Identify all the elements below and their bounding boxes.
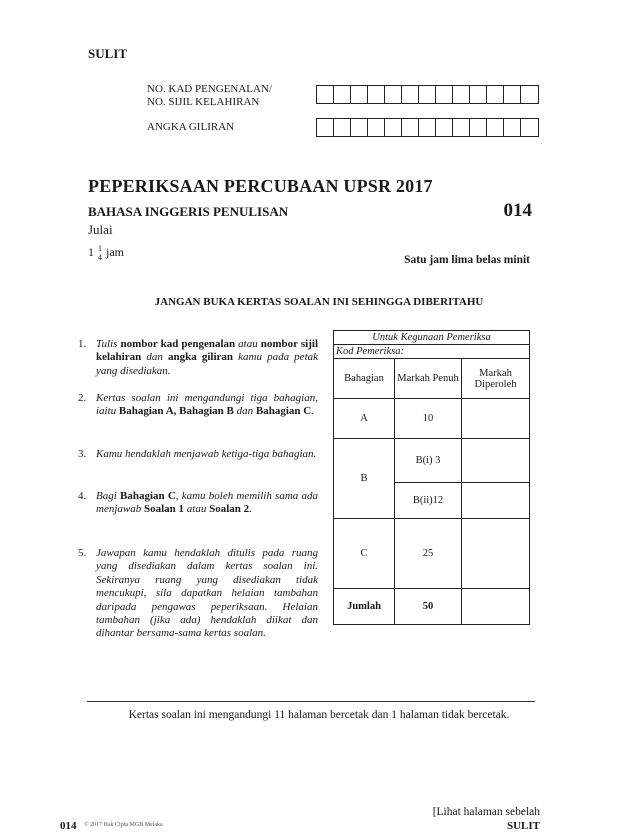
full-marks-cell: B(ii)12 bbox=[395, 483, 462, 519]
exam-title: PEPERIKSAAN PERCUBAAN UPSR 2017 bbox=[88, 176, 433, 196]
digit-box[interactable] bbox=[419, 119, 436, 136]
page-count-note: Kertas soalan ini mengandungi 11 halaman bercetak dan 1 halaman tidak bercetak. bbox=[128, 709, 510, 721]
turn-number-boxes[interactable] bbox=[316, 118, 539, 137]
marks-obtained-cell[interactable] bbox=[462, 519, 530, 589]
digit-box[interactable] bbox=[334, 86, 351, 103]
instruction-segment: atau bbox=[186, 503, 210, 516]
instruction-emphasis: Bahagian C bbox=[255, 405, 312, 418]
digit-box[interactable] bbox=[487, 86, 504, 103]
instruction-number: 1. bbox=[78, 338, 87, 350]
digit-box[interactable] bbox=[351, 86, 368, 103]
instruction-segment: , kamu boleh memilih sama ada menjawab bbox=[96, 490, 318, 516]
footer-copyright: © 2017 Hak Cipta MGB Melaka bbox=[84, 822, 163, 828]
classification-footer: SULIT bbox=[506, 820, 540, 832]
instruction-emphasis: nombor sijil kelahiran bbox=[96, 338, 318, 364]
ic-label-line2: NO. SIJIL KELAHIRAN bbox=[147, 96, 260, 108]
duration-fraction bbox=[88, 244, 124, 262]
exam-month: Julai bbox=[88, 222, 113, 237]
digit-box[interactable] bbox=[402, 86, 419, 103]
instruction-item bbox=[78, 392, 318, 419]
instruction-emphasis: angka giliran bbox=[167, 351, 239, 364]
instruction-segment: Jawapan kamu hendaklah ditulis pada ruang yang disediakan dalam kertas soalan ini. Sekiranya ruang yang disediakan tidak mencukupi, sila dapatkan helaian tambahan daripada pengawas peperiksaan. Helaian tambahan (jika ada) hendaklah diikat dan dihantar bersama-sama kertas soalan. bbox=[96, 547, 318, 640]
duration-unit: jam bbox=[106, 244, 124, 259]
instruction-text bbox=[96, 448, 318, 461]
next-page-note: [Lihat halaman sebelah bbox=[432, 806, 540, 818]
classification-header: SULIT bbox=[88, 46, 128, 61]
total-label: Jumlah bbox=[334, 589, 395, 625]
instruction-number: 5. bbox=[78, 547, 87, 559]
instruction-text bbox=[96, 392, 318, 419]
instruction-emphasis: nombor kad pengenalan bbox=[120, 338, 239, 350]
instruction-text bbox=[96, 338, 318, 378]
digit-box[interactable] bbox=[453, 119, 470, 136]
instruction-segment: kamu pada petak yang disediakan. bbox=[96, 351, 319, 377]
ic-label-line1: NO. KAD PENGENALAN/ bbox=[147, 83, 272, 95]
duration-whole: 1 bbox=[88, 244, 94, 259]
instruction-emphasis: Bahagian A, Bahagian B bbox=[118, 405, 237, 418]
instruction-segment: atau bbox=[238, 338, 261, 350]
full-marks-cell: 10 bbox=[395, 399, 462, 439]
marks-obtained-cell[interactable] bbox=[462, 483, 530, 519]
paper-code: 014 bbox=[503, 200, 532, 221]
duration-numerator: 1 bbox=[98, 244, 102, 253]
digit-box[interactable] bbox=[368, 119, 385, 136]
full-marks-cell: B(i) 3 bbox=[395, 439, 462, 483]
total-full-marks: 50 bbox=[395, 589, 462, 625]
section-cell: A bbox=[334, 399, 395, 439]
instruction-emphasis: Soalan 1 bbox=[143, 503, 187, 516]
digit-box[interactable] bbox=[436, 119, 453, 136]
examiner-table bbox=[333, 330, 530, 625]
instruction-segment: Bagi bbox=[96, 490, 120, 502]
duration-text: Satu jam lima belas minit bbox=[404, 254, 530, 266]
total-marks-obtained-cell[interactable] bbox=[462, 589, 530, 625]
digit-box[interactable] bbox=[521, 119, 538, 136]
marks-obtained-cell[interactable] bbox=[462, 439, 530, 483]
instruction-segment: dan bbox=[146, 351, 168, 364]
digit-box[interactable] bbox=[487, 119, 504, 136]
instruction-number: 4. bbox=[78, 490, 87, 502]
instruction-segment: Kamu hendaklah menjawab ketiga-tiga bahagian. bbox=[96, 448, 317, 460]
digit-box[interactable] bbox=[317, 86, 334, 103]
digit-box[interactable] bbox=[419, 86, 436, 103]
digit-box[interactable] bbox=[436, 86, 453, 103]
instruction-text bbox=[96, 490, 318, 517]
digit-box[interactable] bbox=[351, 119, 368, 136]
instruction-segment: . bbox=[249, 503, 252, 516]
col-header-full-marks: Markah Penuh bbox=[395, 359, 462, 399]
digit-box[interactable] bbox=[470, 86, 487, 103]
digit-box[interactable] bbox=[470, 119, 487, 136]
full-marks-cell: 25 bbox=[395, 519, 462, 589]
instruction-item bbox=[78, 547, 318, 641]
footer-divider bbox=[87, 701, 535, 702]
marks-obtained-cell[interactable] bbox=[462, 399, 530, 439]
digit-box[interactable] bbox=[368, 86, 385, 103]
instruction-number: 2. bbox=[78, 392, 87, 404]
warning-notice: JANGAN BUKA KERTAS SOALAN INI SEHINGGA DIBERITAHU bbox=[154, 296, 484, 308]
digit-box[interactable] bbox=[385, 119, 402, 136]
instruction-segment: Kertas soalan ini mengandungi tiga bahagian, iaitu bbox=[96, 392, 318, 418]
col-header-section: Bahagian bbox=[334, 359, 395, 399]
digit-box[interactable] bbox=[385, 86, 402, 103]
section-cell: C bbox=[334, 519, 395, 589]
instruction-segment: Tulis bbox=[96, 338, 121, 350]
examiner-code-label: Kod Pemeriksa: bbox=[334, 345, 530, 359]
digit-box[interactable] bbox=[504, 119, 521, 136]
instruction-emphasis: Bahagian C bbox=[119, 490, 176, 502]
digit-box[interactable] bbox=[504, 86, 521, 103]
exam-subject: BAHASA INGGERIS PENULISAN bbox=[88, 204, 289, 219]
examiner-table-title: Untuk Kegunaan Pemeriksa bbox=[334, 331, 530, 345]
instruction-item bbox=[78, 490, 318, 517]
digit-box[interactable] bbox=[521, 86, 538, 103]
instruction-segment: . bbox=[311, 405, 314, 418]
digit-box[interactable] bbox=[334, 119, 351, 136]
instruction-item bbox=[78, 338, 318, 378]
instruction-number: 3. bbox=[78, 448, 87, 460]
duration-denominator: 4 bbox=[98, 253, 102, 262]
turn-number-label: ANGKA GILIRAN bbox=[147, 121, 235, 133]
digit-box[interactable] bbox=[453, 86, 470, 103]
footer-paper-code: 014 bbox=[60, 820, 77, 832]
instruction-segment: dan bbox=[236, 405, 256, 418]
instruction-text bbox=[96, 547, 318, 641]
instruction-item bbox=[78, 448, 318, 461]
instruction-emphasis: Soalan 2 bbox=[209, 503, 250, 516]
section-cell: B bbox=[334, 439, 395, 519]
digit-box[interactable] bbox=[402, 119, 419, 136]
ic-number-boxes[interactable] bbox=[316, 85, 539, 104]
col-header-marks-obtained: Markah Diperoleh bbox=[462, 359, 530, 399]
digit-box[interactable] bbox=[317, 119, 334, 136]
